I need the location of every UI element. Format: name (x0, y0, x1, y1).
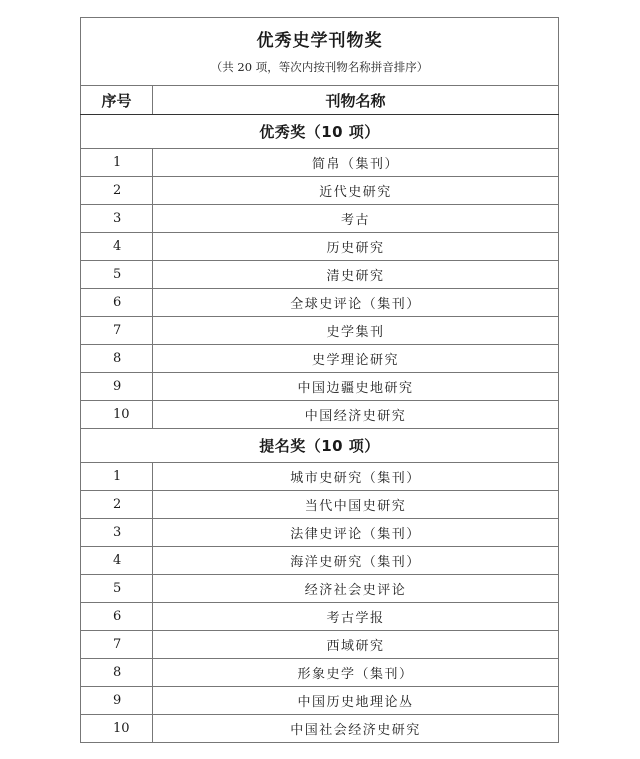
title-row (81, 18, 559, 86)
title-cell (81, 18, 559, 86)
row-number: 6 (81, 289, 153, 317)
journal-name: 海洋史研究（集刊） (153, 547, 559, 575)
row-number: 1 (81, 463, 153, 491)
column-header-name: 刊物名称 (153, 86, 559, 115)
row-number: 10 (81, 715, 153, 743)
table-row (81, 547, 559, 575)
journal-name: 中国历史地理论丛 (153, 687, 559, 715)
table-row (81, 233, 559, 261)
row-number: 8 (81, 659, 153, 687)
row-number: 2 (81, 177, 153, 205)
row-number: 4 (81, 233, 153, 261)
table-row (81, 205, 559, 233)
journal-name: 史学集刊 (153, 317, 559, 345)
journal-name: 考古学报 (153, 603, 559, 631)
journal-name: 中国经济史研究 (153, 401, 559, 429)
row-number: 1 (81, 149, 153, 177)
row-number: 5 (81, 575, 153, 603)
journal-name: 当代中国史研究 (153, 491, 559, 519)
row-number: 5 (81, 261, 153, 289)
journal-name: 中国边疆史地研究 (153, 373, 559, 401)
table-row (81, 177, 559, 205)
row-number: 7 (81, 317, 153, 345)
table-row (81, 715, 559, 743)
table-title: 优秀史学刊物奖 (256, 30, 383, 51)
row-number: 3 (81, 519, 153, 547)
journal-name: 考古 (153, 205, 559, 233)
table-row (81, 317, 559, 345)
table-row (81, 575, 559, 603)
journal-name: 西域研究 (153, 631, 559, 659)
section-heading-row (81, 115, 559, 149)
table-row (81, 519, 559, 547)
journal-name: 法律史评论（集刊） (153, 519, 559, 547)
row-number: 9 (81, 373, 153, 401)
table-row (81, 491, 559, 519)
journal-name: 近代史研究 (153, 177, 559, 205)
table-subtitle: （共 20 项，等次内按刊物名称拼音排序） (210, 59, 429, 74)
table-row (81, 603, 559, 631)
section-heading: 优秀奖（10 项） (81, 115, 559, 149)
journal-name: 城市史研究（集刊） (153, 463, 559, 491)
row-number: 10 (81, 401, 153, 429)
table-row (81, 289, 559, 317)
table-row (81, 149, 559, 177)
journal-name: 历史研究 (153, 233, 559, 261)
award-table (80, 17, 559, 743)
row-number: 8 (81, 345, 153, 373)
table-row (81, 345, 559, 373)
journal-name: 史学理论研究 (153, 345, 559, 373)
journal-name: 全球史评论（集刊） (153, 289, 559, 317)
row-number: 9 (81, 687, 153, 715)
table-row (81, 373, 559, 401)
row-number: 3 (81, 205, 153, 233)
row-number: 6 (81, 603, 153, 631)
column-header-no: 序号 (81, 86, 153, 115)
row-number: 7 (81, 631, 153, 659)
row-number: 4 (81, 547, 153, 575)
table-row (81, 659, 559, 687)
table-row (81, 261, 559, 289)
table-row (81, 631, 559, 659)
journal-name: 简帛（集刊） (153, 149, 559, 177)
row-number: 2 (81, 491, 153, 519)
column-header-row (81, 86, 559, 115)
table-row (81, 463, 559, 491)
journal-name: 中国社会经济史研究 (153, 715, 559, 743)
section-heading: 提名奖（10 项） (81, 429, 559, 463)
section-heading-row (81, 429, 559, 463)
table-row (81, 401, 559, 429)
journal-name: 经济社会史评论 (153, 575, 559, 603)
journal-name: 清史研究 (153, 261, 559, 289)
table-row (81, 687, 559, 715)
journal-name: 形象史学（集刊） (153, 659, 559, 687)
